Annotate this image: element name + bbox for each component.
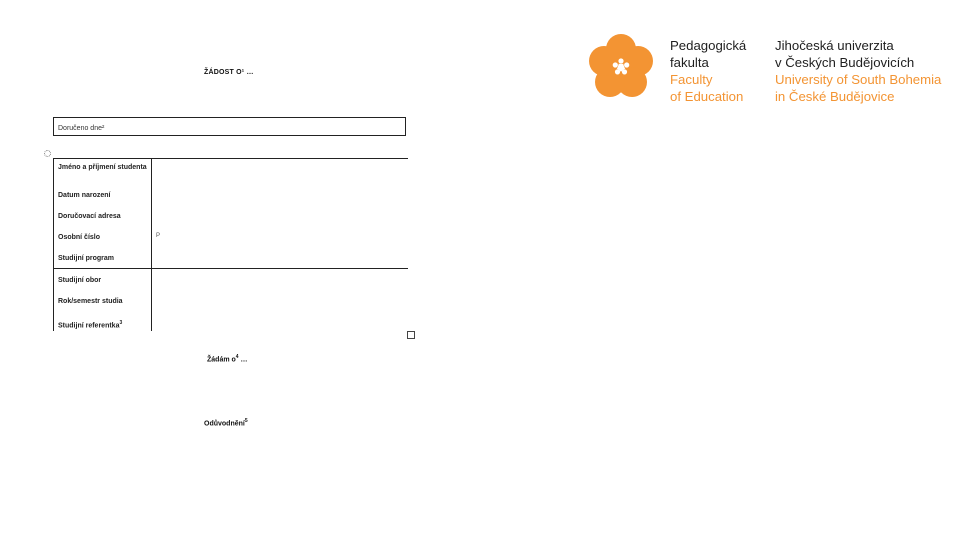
faculty-name	[670, 37, 746, 105]
row-label-study-officer: Studijní referentka$^3$	[58, 320, 123, 330]
table-left-border	[53, 159, 54, 331]
justification-heading: Odůvodnění$^5$	[204, 418, 248, 428]
row-label-personal-number: Osobní číslo	[58, 234, 101, 241]
received-date-label: Doručeno dne²	[58, 125, 105, 132]
row-label-study-year: Rok/semestr studia	[58, 298, 123, 305]
row-label-delivery-address: Doručovací adresa	[58, 213, 121, 220]
checkbox[interactable]	[407, 331, 415, 339]
row-label-birth-date: Datum narození	[58, 192, 111, 199]
footnote-marker: 3	[119, 320, 123, 326]
table-section-divider	[53, 268, 408, 269]
university-cs-line2: v Českých Budějovicích	[775, 55, 915, 70]
table-column-divider	[151, 159, 152, 331]
university-name	[775, 37, 941, 105]
row-label-study-program: Studijní program	[58, 255, 114, 262]
table-anchor-icon[interactable]	[44, 150, 51, 157]
flower-icon	[584, 32, 658, 102]
faculty-cs-line2: fakulta	[670, 55, 709, 70]
row-label-student-name: Jméno a příjmení studenta	[58, 164, 147, 171]
received-date-field[interactable]	[53, 117, 406, 136]
faculty-cs-line1: Pedagogická	[670, 38, 747, 53]
faculty-en-line1: Faculty	[670, 72, 713, 87]
university-en-line1: University of South Bohemia	[775, 72, 942, 87]
university-en-line2: in České Budějovice	[775, 89, 895, 104]
personal-number-value[interactable]: P	[156, 233, 161, 239]
row-label-study-field: Studijní obor	[58, 277, 102, 284]
faculty-en-line2: of Education	[670, 89, 744, 104]
request-heading: Žádám $o^4$ …	[207, 354, 248, 364]
page-title: ŽÁDOST O¹ …	[204, 69, 254, 76]
student-info-table	[53, 158, 408, 331]
university-cs-line1: Jihočeská univerzita	[775, 38, 894, 53]
